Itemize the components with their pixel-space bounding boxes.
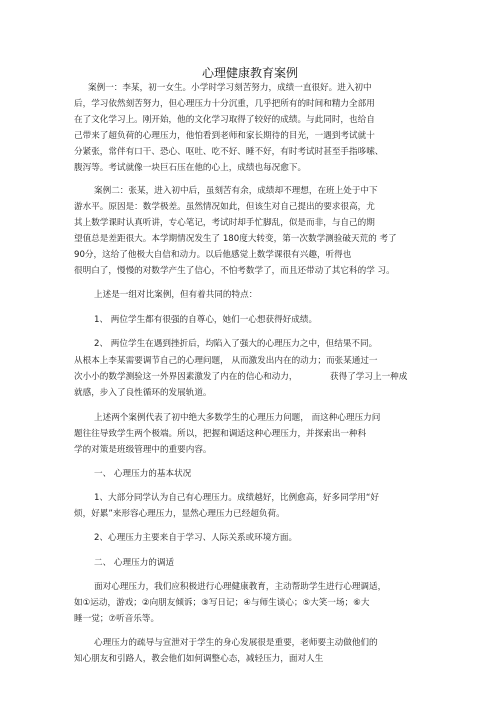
text-line: 后，学习依然刻苦努力，但心理压力十分沉重，几乎把所有的时间和精力全部用 xyxy=(74,99,375,109)
text-line: 如①运动，游戏；②向朋友倾诉；③写日记；④与师生谈心；⑤大笑一场；⑥大 xyxy=(74,598,370,608)
text-line: 心理压力的疏导与宣泄对于学生的身心发展很是重要，老师要主动做他们的 xyxy=(94,638,378,648)
text-line: 睡一觉；⑦听音乐等。 xyxy=(74,614,160,624)
text-line: 上述是一组对比案例，但有着共同的特点： xyxy=(94,290,258,300)
text-line: 知心朋友和引路人，教会他们如何调整心态，减轻压力，面对人生 xyxy=(74,654,324,664)
text-line: 烦，好累”来形容心理压力，显然心理压力已经超负荷。 xyxy=(74,509,285,519)
text-line: 游水平。原因是：数学极差。虽然情况如此，但该生对自己提出的要求很高，尤 xyxy=(74,202,375,212)
text-line: 2、 两位学生在遇到挫折后，均陷入了强大的心理压力之中，但结果不同。 xyxy=(94,339,378,349)
text-line: 分紧张，常伴有口干、恐心、呕吐、吃不好、睡不好，有时考试时甚至手指哆嗦、 xyxy=(74,147,384,157)
text-line: 1、 两位学生都有很强的自尊心，她们一心想获得好成绩。 xyxy=(94,315,318,325)
text-line: 次小小的数学测验这一外界因素激发了内在的信心和动力， xyxy=(74,372,298,382)
text-line: 望值总是差距很大。本学期情况发生了 180度大转变，第一次数学测验破天荒的 考了 xyxy=(74,234,397,244)
section-heading: 一、 心理压力的基本状况 xyxy=(94,469,192,479)
text-line: 己带来了超负荷的心理压力，他怕看到老师和家长期待的目光，一遇到考试就十 xyxy=(74,131,375,141)
text-line: 很明白了，慢慢的对数学产生了信心，不怕考数学了，而且还带动了其它科的学 习。 xyxy=(74,266,395,276)
text-line: 90分，这给了他极大自信和动力。以后他感觉上数学课很有兴趣，听得也 xyxy=(74,250,352,260)
text-line: 1、大部分同学认为自己有心理压力。成绩越好，比例愈高，好多同学用“好 xyxy=(94,493,379,503)
text-line: 面对心理压力，我们应积极进行心理健康教育，主动帮助学生进行心理调适， xyxy=(94,582,387,592)
text-line: 从根本上李某需要调节自己的心理问题， 从而激发出内在的动力；而张某通过一 xyxy=(74,356,378,366)
text-line: 2、心理压力主要来自于学习、人际关系或环境方面。 xyxy=(94,533,298,543)
text-line: 学的对策是班级管理中的重要内容。 xyxy=(74,445,212,455)
text-line: 其上数学课时认真听讲，专心笔记，考试时却手忙脚乱，似是而非，与自己的期 xyxy=(74,218,375,228)
text-line: 题往往导致学生两个极端。所以，把握和调适这种心理压力，并探索出一种科 xyxy=(74,429,367,439)
text-line: 案例二：张某，进入初中后，虽刻苦有余，成绩却不理想，在班上处于中下 xyxy=(94,186,378,196)
section-heading: 二、 心理压力的调适 xyxy=(94,558,175,568)
text-line: 上述两个案例代表了初中绝大多数学生的心理压力问题， 而这种心理压力问 xyxy=(94,413,381,423)
text-line: 腹泻等。考试就像一块巨石压在他的心上，成绩也每况愈下。 xyxy=(74,163,307,173)
text-line: 获得了学习上一种成 xyxy=(330,372,408,382)
text-line: 在了文化学习上。刚开始，他的文化学习取得了较好的成绩。与此同时，也给自 xyxy=(74,115,375,125)
text-line: 就感，步入了良性循环的发展轨道。 xyxy=(74,388,212,398)
document-title: 心理健康教育案例 xyxy=(201,66,298,80)
text-line: 案例一：李某，初一女生。小学时学习刻苦努力，成绩一直很好。进入初中 xyxy=(88,83,372,93)
